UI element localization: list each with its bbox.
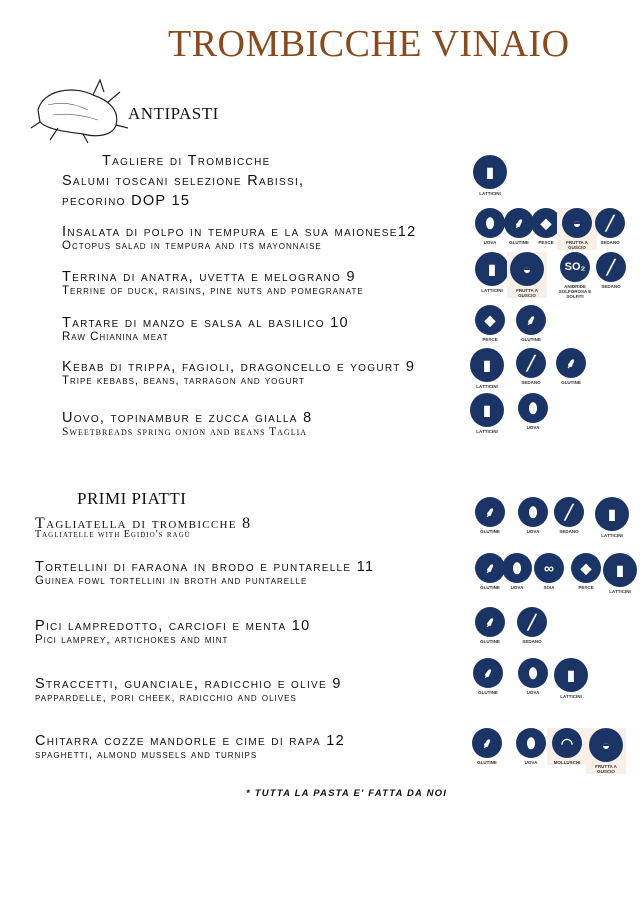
- allergen-molluschi: [547, 728, 587, 765]
- dish-insalata-polpo: [62, 224, 416, 252]
- allergen-label: FRUTTA A GUSCIO: [595, 764, 617, 774]
- allergen-label: GLUTINE: [480, 585, 500, 590]
- pig-illustration: [28, 70, 133, 145]
- section-primi: PRIMI PIATTI: [77, 489, 187, 508]
- latticini-icon: ▮: [470, 348, 504, 382]
- allergen-sedano: [591, 252, 631, 289]
- dish-kebab: [62, 359, 415, 387]
- dish-tagliere: [62, 151, 304, 211]
- dish-english: Tagliatelle with Egidio's ragù: [35, 529, 191, 540]
- allergen-label: GLUTINE: [478, 690, 498, 695]
- allergen-latticini: [467, 393, 507, 434]
- dish-name: Tartare di manzo e salsa al basilico 10: [62, 315, 349, 331]
- allergen-pesce: [470, 305, 510, 342]
- allergen-label: FRUTTA A GUSCIO: [566, 240, 588, 250]
- dish-name: Chitarra cozze mandorle e cime di rapa 12: [35, 733, 345, 749]
- glutine-icon: ⸙: [556, 348, 586, 378]
- allergen-latticini: [472, 252, 512, 293]
- allergen-label: LATTICINI: [609, 589, 631, 594]
- allergen-label: UOVA: [526, 529, 540, 534]
- allergen-latticini: [600, 553, 640, 594]
- allergen-label: SEDANO: [521, 380, 541, 385]
- allergen-sedano: [511, 348, 551, 385]
- dish-name: Pici lampredotto, carciofi e menta 10: [35, 618, 311, 634]
- allergen-glutine: [511, 305, 551, 342]
- latticini-icon: ▮: [603, 553, 637, 587]
- section-antipasti: ANTIPASTI: [128, 104, 219, 123]
- dish-name: Insalata di polpo in tempura e la sua maionese12: [62, 224, 417, 240]
- glutine-icon: ⸙: [504, 208, 534, 238]
- allergen-label: UOVA: [526, 425, 540, 430]
- allergen-label: MOLLUSCHI: [553, 760, 581, 765]
- dish-english: Raw Chianina meat: [62, 331, 169, 343]
- dish-english: Octopus salad in tempura and its mayonnaise: [62, 240, 322, 252]
- allergen-label: UOVA: [510, 585, 524, 590]
- allergen-label: UOVA: [483, 240, 497, 245]
- allergen-latticini: [592, 497, 632, 538]
- dish-name: Kebab di trippa, fagioli, dragoncello e yogurt 9: [62, 359, 416, 375]
- allergen-frutta: [586, 728, 626, 774]
- frutta-icon: ◒: [510, 252, 544, 286]
- dish-english: pappardelle, pori cheek, radicchio and olives: [35, 692, 297, 704]
- allergen-label: SOIA: [543, 585, 555, 590]
- glutine-icon: ⸙: [475, 607, 505, 637]
- allergen-glutine: [470, 497, 510, 534]
- uova-icon: ⬮: [475, 208, 505, 238]
- allergen-label: ANIDRIDE SOLFOROSA E SOLFITI: [558, 284, 592, 299]
- allergen-label: LATTICINI: [479, 191, 501, 196]
- pesce-icon: ◆: [531, 208, 561, 238]
- allergen-label: LATTICINI: [601, 533, 623, 538]
- allergen-label: LATTICINI: [560, 694, 582, 699]
- solfiti-icon: SO₂: [560, 252, 590, 282]
- pesce-icon: ◆: [475, 305, 505, 335]
- pesce-icon: ◆: [571, 553, 601, 583]
- allergen-label: GLUTINE: [477, 760, 497, 765]
- allergen-label: GLUTINE: [521, 337, 541, 342]
- allergen-latticini: [551, 658, 591, 699]
- allergen-uova: [513, 497, 553, 534]
- allergen-label: LATTICINI: [476, 429, 498, 434]
- uova-icon: ⬮: [518, 393, 548, 423]
- soia-icon: ∞: [534, 553, 564, 583]
- uova-icon: ⬮: [518, 497, 548, 527]
- dish-english: Sweetbreads spring onion and beans Taglia: [62, 426, 308, 438]
- allergen-glutine: [467, 728, 507, 765]
- allergen-sedano: [549, 497, 589, 534]
- latticini-icon: ▮: [473, 155, 507, 189]
- dish-english: Terrine of duck, raisins, pine nuts and pomegranate: [62, 285, 364, 297]
- latticini-icon: ▮: [470, 393, 504, 427]
- dish-english: Pici lamprey, artichokes and mint: [35, 634, 229, 646]
- allergen-label: PESCE: [538, 240, 554, 245]
- dish-desc: Salumi toscani selezione Rabissi,: [62, 173, 305, 189]
- restaurant-title: TROMBICCHE VINAIO: [168, 23, 570, 65]
- glutine-icon: ⸙: [475, 553, 505, 583]
- sedano-icon: ╱: [596, 252, 626, 282]
- dish-name: Tagliere di Trombicche: [102, 153, 271, 169]
- dish-price-line: pecorino DOP 15: [62, 193, 191, 209]
- dish-name: Straccetti, guanciale, radicchio e olive 9: [35, 676, 342, 692]
- latticini-icon: ▮: [595, 497, 629, 531]
- dish-straccetti: [35, 676, 342, 704]
- allergen-label: FRUTTA A GUSCIO: [516, 288, 538, 298]
- dish-tortellini: [35, 559, 374, 587]
- dish-english: Guinea fowl tortellini in broth and puntarelle: [35, 575, 308, 587]
- allergen-label: LATTICINI: [481, 288, 503, 293]
- sedano-icon: ╱: [595, 208, 625, 238]
- allergen-latticini: [467, 348, 507, 389]
- allergen-glutine: [470, 607, 510, 644]
- glutine-icon: ⸙: [475, 497, 505, 527]
- allergen-label: GLUTINE: [480, 639, 500, 644]
- uova-icon: ⬮: [502, 553, 532, 583]
- allergen-label: UOVA: [524, 760, 538, 765]
- allergen-latticini: [470, 155, 510, 196]
- dish-terrina: [62, 269, 364, 297]
- allergen-label: GLUTINE: [561, 380, 581, 385]
- frutta-icon: ◒: [589, 728, 623, 762]
- glutine-icon: ⸙: [473, 658, 503, 688]
- sedano-icon: ╱: [554, 497, 584, 527]
- uova-icon: ⬮: [516, 728, 546, 758]
- glutine-icon: ⸙: [472, 728, 502, 758]
- uova-icon: ⬮: [518, 658, 548, 688]
- sedano-icon: ╱: [517, 607, 547, 637]
- dish-chitarra: [35, 733, 345, 761]
- allergen-label: PESCE: [578, 585, 594, 590]
- dish-english: Tripe kebabs, beans, tarragon and yogurt: [62, 375, 305, 387]
- allergen-sedano: [512, 607, 552, 644]
- dish-english: spaghetti, almond mussels and turnips: [35, 749, 258, 761]
- allergen-label: GLUTINE: [509, 240, 529, 245]
- dish-tartare: [62, 315, 349, 343]
- dish-tagliatella: [35, 517, 251, 539]
- allergen-label: SEDANO: [600, 240, 620, 245]
- allergen-uova: [511, 728, 551, 765]
- glutine-icon: ⸙: [516, 305, 546, 335]
- dish-name: Tortellini di faraona in brodo e puntarelle 11: [35, 559, 375, 575]
- allergen-glutine: [468, 658, 508, 695]
- frutta-icon: ◒: [562, 208, 592, 238]
- allergen-uova: [513, 393, 553, 430]
- allergen-frutta: [507, 252, 547, 298]
- allergen-label: GLUTINE: [480, 529, 500, 534]
- dish-name: Terrina di anatra, uvetta e melograno 9: [62, 269, 356, 285]
- allergen-label: SEDANO: [559, 529, 579, 534]
- allergen-label: LATTICINI: [476, 384, 498, 389]
- allergen-label: PESCE: [482, 337, 498, 342]
- allergen-uova: [513, 658, 553, 695]
- sedano-icon: ╱: [516, 348, 546, 378]
- allergen-sedano: [590, 208, 630, 245]
- allergen-label: SEDANO: [601, 284, 621, 289]
- dish-pici: [35, 618, 311, 646]
- dish-name: Uovo, topinambur e zucca gialla 8: [62, 410, 313, 426]
- allergen-label: UOVA: [526, 690, 540, 695]
- dish-uovo: [62, 410, 312, 438]
- allergen-solfiti: [555, 252, 595, 299]
- pasta-note: * TUTTA LA PASTA E' FATTA DA NOI: [246, 788, 448, 799]
- allergen-label: SEDANO: [522, 639, 542, 644]
- molluschi-icon: ◠: [552, 728, 582, 758]
- latticini-icon: ▮: [554, 658, 588, 692]
- latticini-icon: ▮: [475, 252, 509, 286]
- allergen-glutine: [551, 348, 591, 385]
- allergen-soia: [529, 553, 569, 590]
- dish-name: Tagliatella di trombicche 8: [35, 515, 252, 532]
